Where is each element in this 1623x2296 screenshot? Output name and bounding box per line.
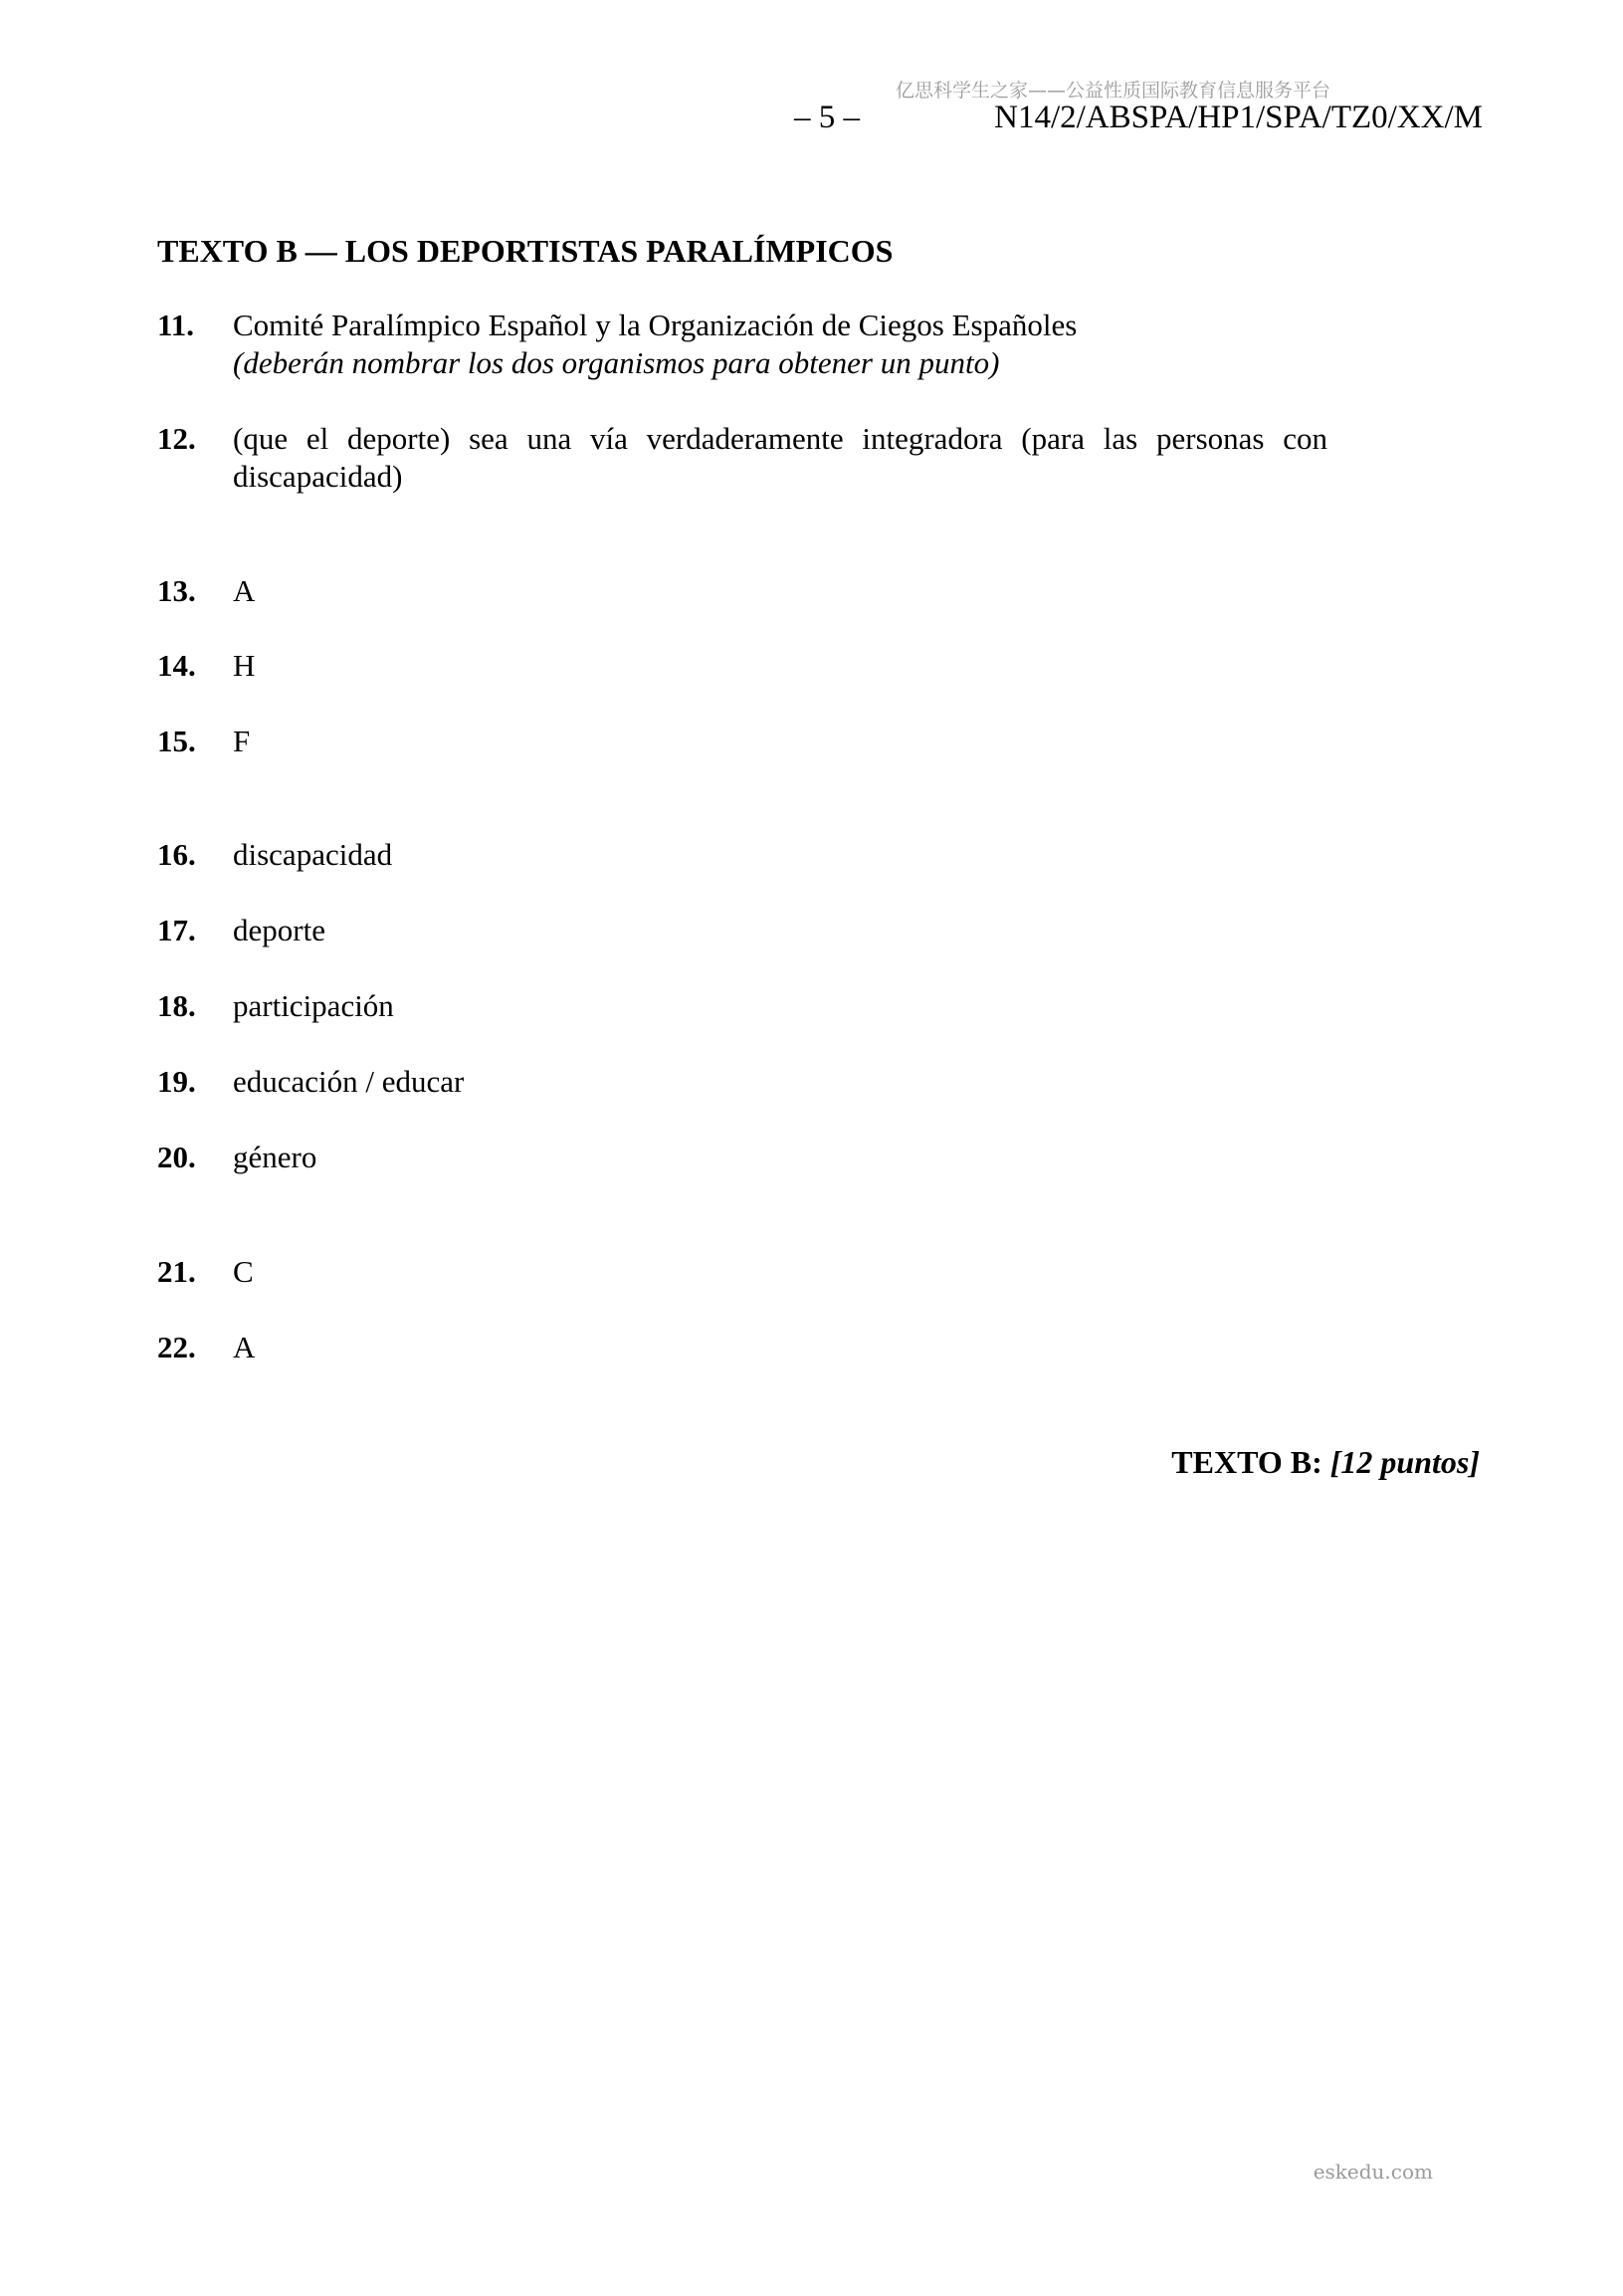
answer-number: 18.: [157, 988, 196, 1023]
answer-text: Comité Paralímpico Español y la Organización de Ciegos Españoles: [233, 308, 1078, 342]
answer-text: F: [233, 724, 251, 758]
answer-number: 11.: [157, 308, 195, 342]
section-total: [995, 1444, 1480, 1481]
page-number: – 5 –: [794, 100, 860, 135]
answer-text: discapacidad: [233, 837, 393, 872]
answer-item-12: [157, 420, 1331, 496]
answer-item-14: [157, 647, 1331, 685]
answer-number: 13.: [157, 573, 196, 608]
answer-text: participación: [233, 988, 394, 1023]
total-label: TEXTO B:: [1171, 1444, 1322, 1480]
answer-item-21: [157, 1253, 1331, 1291]
answer-item-13: [157, 572, 1331, 610]
answer-item-17: [157, 912, 1331, 949]
answer-text: educación / educar: [233, 1064, 465, 1099]
total-points: [12 puntos]: [1329, 1444, 1480, 1480]
answer-number: 14.: [157, 648, 196, 683]
answer-item-20: [157, 1139, 1331, 1176]
answer-number: 19.: [157, 1064, 196, 1099]
answer-number: 17.: [157, 913, 196, 947]
answer-item-22: [157, 1329, 1331, 1366]
answer-number: 12.: [157, 421, 196, 456]
answer-item-16: [157, 836, 1331, 874]
answer-text: A: [233, 573, 256, 608]
answer-item-19: [157, 1063, 1331, 1101]
answer-text: género: [233, 1140, 317, 1174]
answer-number: 22.: [157, 1330, 196, 1364]
answer-number: 15.: [157, 724, 196, 758]
answer-text: A: [233, 1330, 256, 1364]
answer-text: C: [233, 1254, 254, 1289]
answer-number: 16.: [157, 837, 196, 872]
footer-watermark: eskedu.com: [1313, 2160, 1433, 2184]
answer-item-18: [157, 987, 1331, 1025]
answer-text: H: [233, 648, 256, 683]
document-code: N14/2/ABSPA/HP1/SPA/TZ0/XX/M: [994, 100, 1483, 135]
answer-item-11: [157, 307, 1331, 382]
answer-note: (deberán nombrar los dos organismos para obtener un punto): [233, 345, 1000, 380]
header-watermark: 亿思科学生之家——公益性质国际教育信息服务平台: [896, 80, 1331, 102]
section-title: TEXTO B — LOS DEPORTISTAS PARALÍMPICOS: [157, 233, 894, 269]
answer-number: 20.: [157, 1140, 196, 1174]
answer-text: (que el deporte) sea una vía verdaderamente integradora (para las personas con discapacidad): [233, 421, 1327, 494]
answer-item-15: [157, 723, 1331, 760]
answer-number: 21.: [157, 1254, 196, 1289]
answer-text: deporte: [233, 913, 325, 947]
